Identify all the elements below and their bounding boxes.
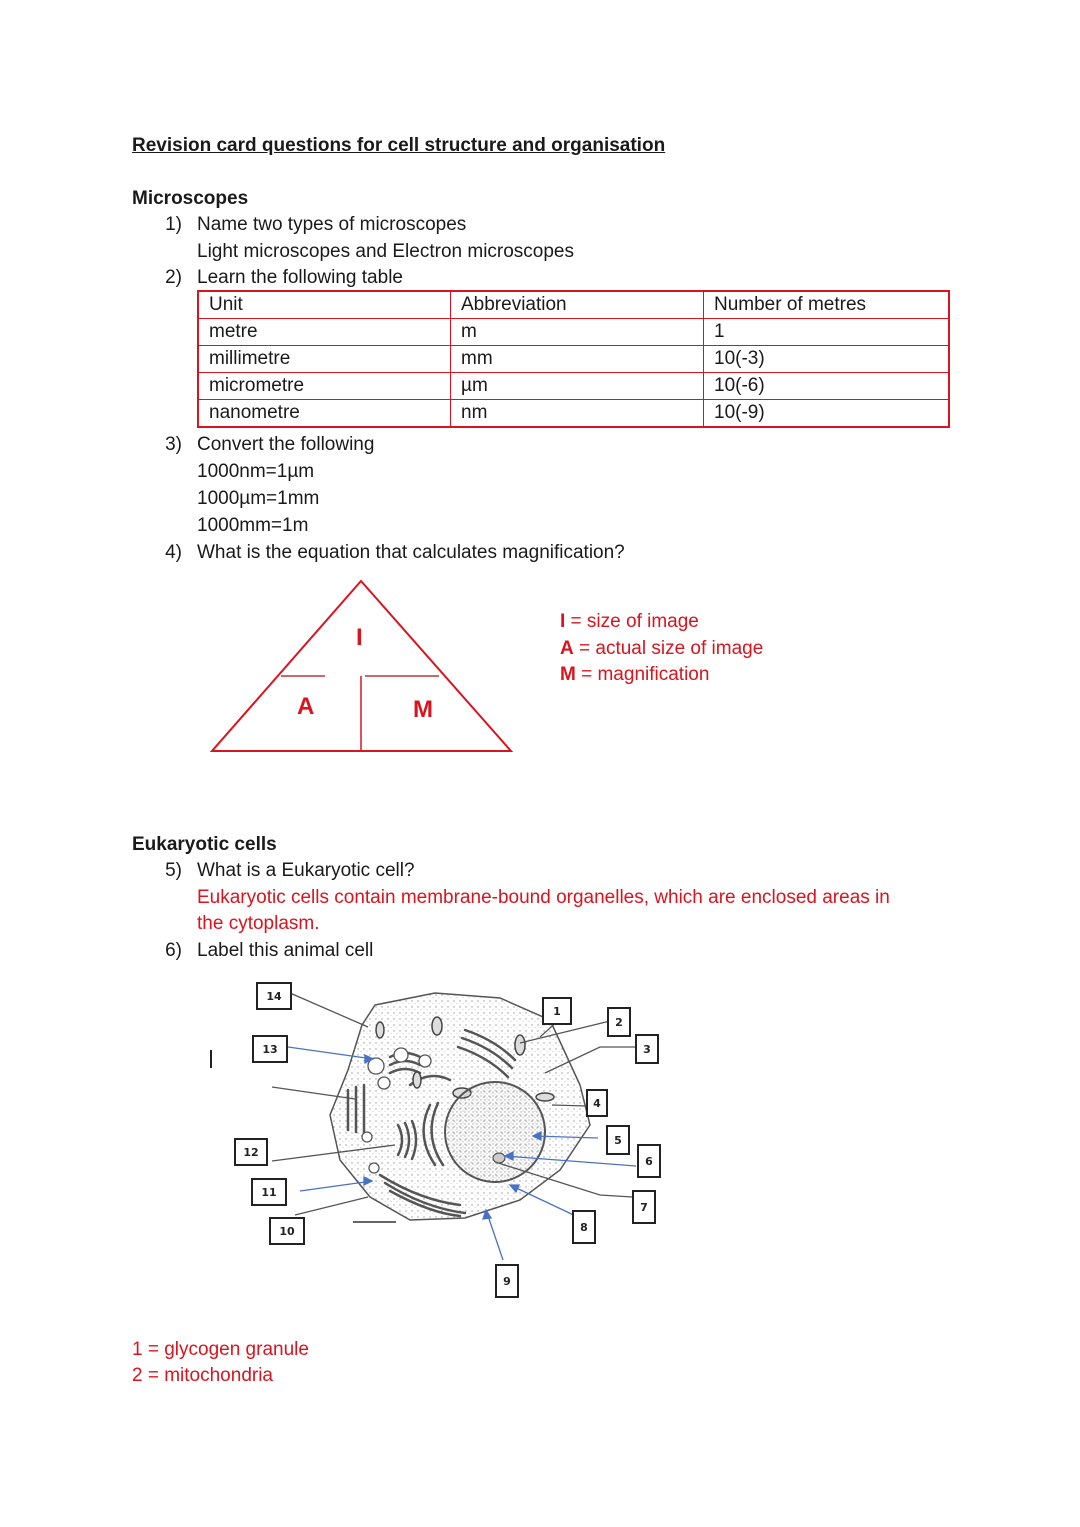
conversion-answer: 1000nm=1µm [197,461,315,482]
answer-1: Light microscopes and Electron microscopes [197,241,575,262]
table-cell: 1 [704,319,950,346]
document-title: Revision card questions for cell structure and organisation [132,135,666,156]
key-symbol: I [560,611,566,632]
diagram-label-box: 10 [269,1217,305,1245]
table-row [198,373,949,400]
table-row [198,346,949,373]
table-cell: m [451,319,704,346]
units-table [197,290,950,428]
table-header-row [198,291,949,319]
section-heading-eukaryotic: Eukaryotic cells [132,834,277,855]
question-2: Learn the following table [197,267,403,288]
table-cell: metre [198,319,451,346]
conversion-answer: 1000mm=1m [197,515,309,536]
diagram-label-box: 8 [572,1210,596,1244]
diagram-label-box: 11 [251,1178,287,1206]
question-4: What is the equation that calculates magnification? [197,542,625,563]
section-heading-microscopes: Microscopes [132,188,249,209]
question-number: 2) [165,267,182,288]
triangle-label-actual: A [297,693,315,720]
table-cell: millimetre [198,346,451,373]
table-header: Unit [198,291,451,319]
table-cell: micrometre [198,373,451,400]
triangle-label-image: I [356,624,363,651]
diagram-label-box: 5 [606,1125,630,1155]
diagram-label-box: 3 [635,1034,659,1064]
key-symbol: A [560,638,574,659]
key-text: = actual size of image [573,638,764,659]
label-answer: 1 = glycogen granule [132,1339,309,1360]
diagram-label-box: 7 [632,1190,656,1224]
table-row [198,319,949,346]
question-number: 5) [165,860,182,881]
key-item [560,609,699,635]
question-6: Label this animal cell [197,940,374,961]
diagram-label-box: 6 [637,1144,661,1178]
table-row [198,400,949,428]
key-text: = size of image [565,611,699,632]
table-cell: 10(-3) [704,346,950,373]
diagram-label-box: 1 [542,997,572,1025]
table-cell: 10(-6) [704,373,950,400]
question-1: Name two types of microscopes [197,214,467,235]
diagram-label-box: 13 [252,1035,288,1063]
table-header: Number of metres [704,291,950,319]
triangle-label-magnification: M [413,696,433,723]
key-symbol: M [560,664,576,685]
question-number: 6) [165,940,182,961]
table-cell: µm [451,373,704,400]
magnification-triangle [205,575,520,760]
diagram-label-box: 2 [607,1007,631,1037]
key-item [560,662,709,688]
table-cell: nm [451,400,704,428]
diagram-label-box: 4 [586,1089,608,1117]
answer-5-line-2: the cytoplasm. [197,913,320,934]
table-header: Abbreviation [451,291,704,319]
table-cell: 10(-9) [704,400,950,428]
table-cell: nanometre [198,400,451,428]
question-number: 1) [165,214,182,235]
key-item [560,636,763,662]
question-5: What is a Eukaryotic cell? [197,860,415,881]
question-number: 3) [165,434,182,455]
conversion-answer: 1000µm=1mm [197,488,320,509]
diagram-label-box: 14 [256,982,292,1010]
diagram-label-box: 9 [495,1264,519,1298]
diagram-label-box: 12 [234,1138,268,1166]
label-answer: 2 = mitochondria [132,1365,273,1386]
question-3: Convert the following [197,434,375,455]
answer-5-line-1: Eukaryotic cells contain membrane-bound organelles, which are enclosed areas in [197,887,890,908]
key-text: = magnification [575,664,710,685]
table-cell: mm [451,346,704,373]
question-number: 4) [165,542,182,563]
